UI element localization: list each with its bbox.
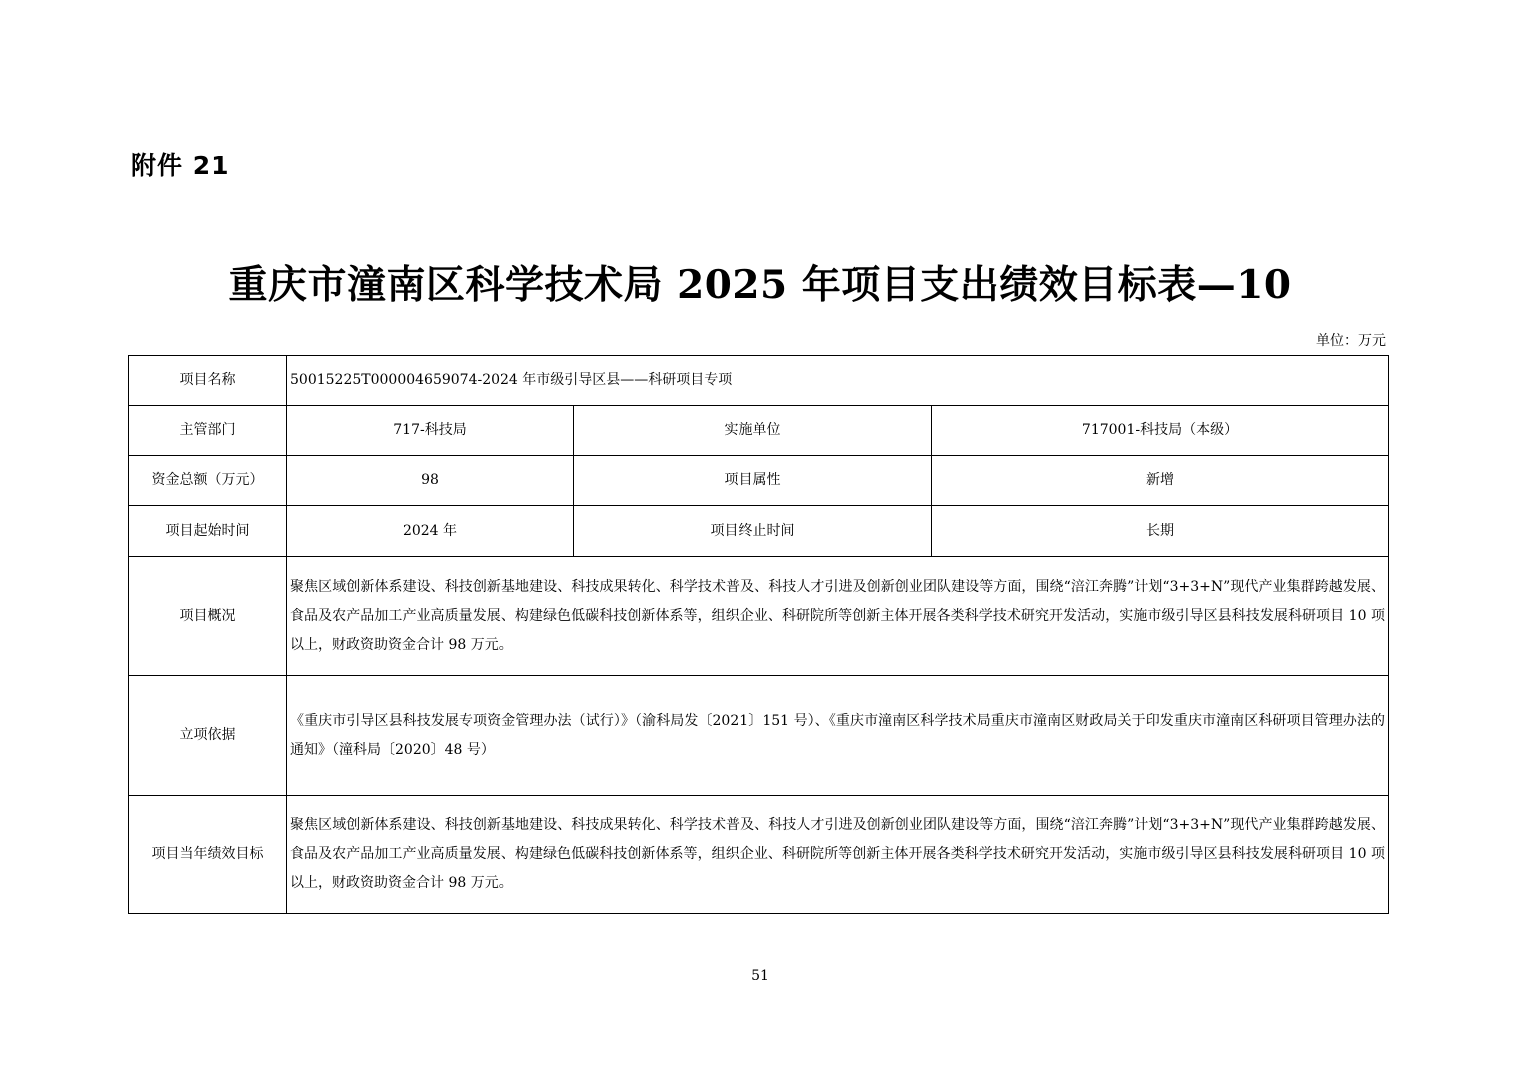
table-row: [129, 406, 1389, 456]
start-value: 2024 年: [287, 506, 574, 557]
overview-label: 项目概况: [129, 557, 287, 676]
impl-label: 实施单位: [574, 406, 932, 456]
fund-value: 98: [287, 456, 574, 506]
attachment-label: 附件 21: [131, 151, 230, 180]
dept-label: 主管部门: [129, 406, 287, 456]
unit-note: 单位：万元: [1316, 333, 1386, 349]
performance-table: [128, 355, 1389, 914]
fund-label: 资金总额（万元）: [129, 456, 287, 506]
attr-label: 项目属性: [574, 456, 932, 506]
end-label: 项目终止时间: [574, 506, 932, 557]
basis-value: 《重庆市引导区县科技发展专项资金管理办法（试行）》（渝科局发〔2021〕151 号）、《重庆市潼南区科学技术局重庆市潼南区财政局关于印发重庆市潼南区科研项目管理办法的通知》（潼科局〔2020〕48 号）: [287, 676, 1389, 796]
project-name-value: 50015225T000004659074-2024 年市级引导区县——科研项目专项: [287, 356, 1389, 406]
attr-value: 新增: [932, 456, 1389, 506]
start-label: 项目起始时间: [129, 506, 287, 557]
target-label: 项目当年绩效目标: [129, 796, 287, 914]
table-row: [129, 676, 1389, 796]
dept-value: 717-科技局: [287, 406, 574, 456]
page-title: 重庆市潼南区科学技术局 2025 年项目支出绩效目标表—10: [228, 262, 1292, 308]
target-value: 聚焦区域创新体系建设、科技创新基地建设、科技成果转化、科学技术普及、科技人才引进及创新创业团队建设等方面，围绕“涪江奔腾”计划“3+3+N”现代产业集群跨越发展、食品及农产品加工产业高质量发展、构建绿色低碳科技创新体系等，组织企业、科研院所等创新主体开展各类科学技术研究开发活动，实施市级引导区县科技发展科研项目 10 项以上，财政资助资金合计 98 万元。: [287, 796, 1389, 914]
table-row: [129, 456, 1389, 506]
overview-value: 聚焦区域创新体系建设、科技创新基地建设、科技成果转化、科学技术普及、科技人才引进及创新创业团队建设等方面，围绕“涪江奔腾”计划“3+3+N”现代产业集群跨越发展、食品及农产品加工产业高质量发展、构建绿色低碳科技创新体系等，组织企业、科研院所等创新主体开展各类科学技术研究开发活动，实施市级引导区县科技发展科研项目 10 项以上，财政资助资金合计 98 万元。: [287, 557, 1389, 676]
project-name-label: 项目名称: [129, 356, 287, 406]
impl-value: 717001-科技局（本级）: [932, 406, 1389, 456]
table-row: [129, 557, 1389, 676]
table-row: [129, 356, 1389, 406]
basis-label: 立项依据: [129, 676, 287, 796]
table-row: [129, 506, 1389, 557]
table-row: [129, 796, 1389, 914]
end-value: 长期: [932, 506, 1389, 557]
page-number: 51: [751, 968, 769, 984]
